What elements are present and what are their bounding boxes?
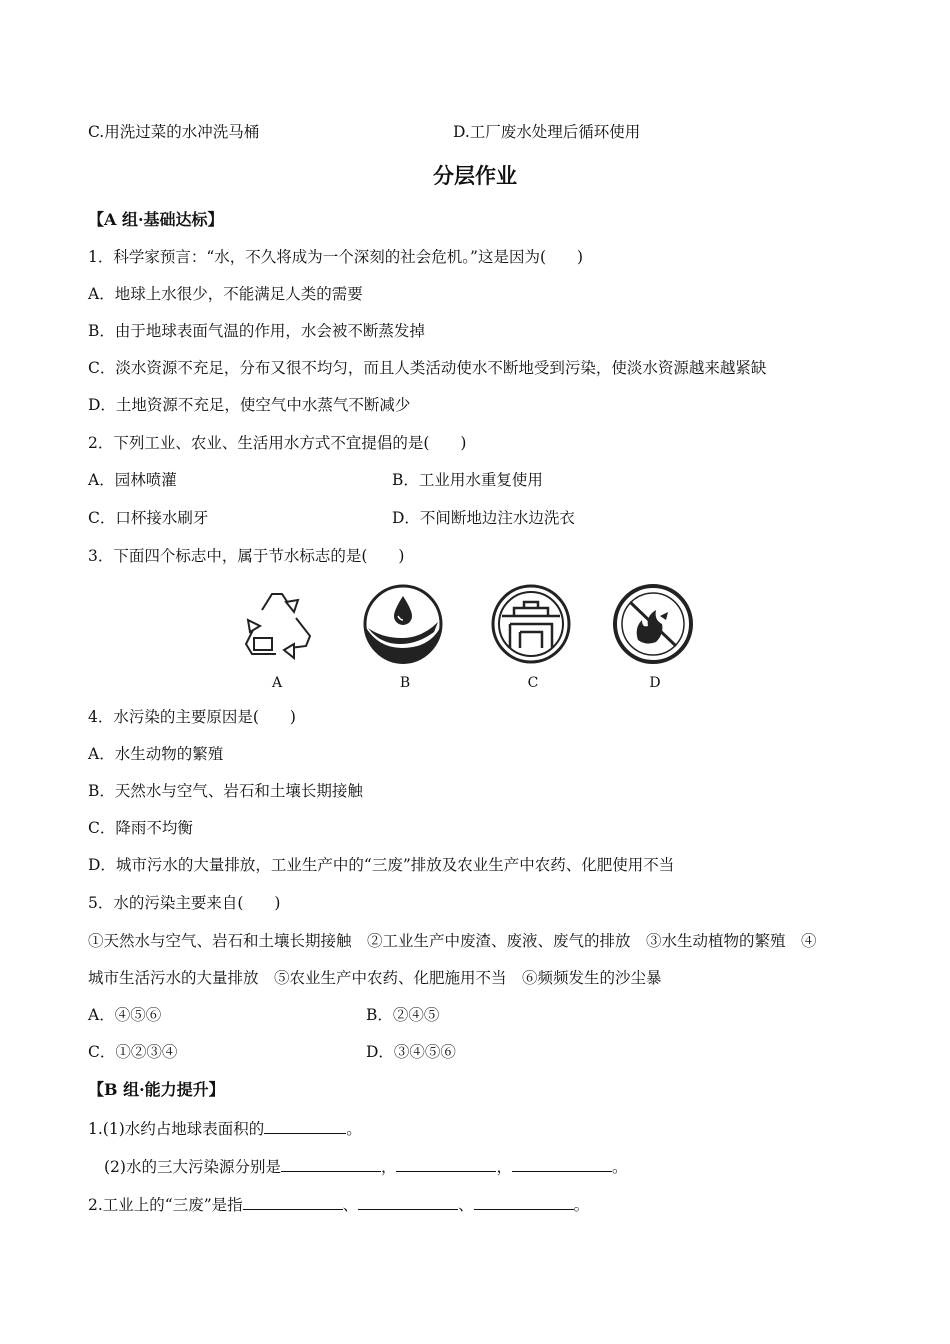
q4-option-b: B．天然水与空气、岩石和土壤长期接触: [88, 782, 363, 800]
b-q2: [88, 1194, 589, 1215]
water-saving-logo-icon: [360, 582, 450, 672]
q1-option-a: A．地球上水很少，不能满足人类的需要: [88, 285, 363, 303]
q5-items-line1: ①天然水与空气、岩石和土壤长期接触 ②工业生产中废渣、废液、废气的排放 ③水生动植物的繁殖 ④: [88, 932, 817, 950]
q1-option-c: C．淡水资源不充足，分布又很不均匀，而且人类活动使水不断地受到污染，使淡水资源越来越紧缺: [88, 359, 767, 377]
q5-option-b: B．②④⑤: [366, 1006, 440, 1024]
q2-option-a: A．园林喷灌: [88, 471, 177, 489]
q2-stem: 2．下列工业、农业、生活用水方式不宜提倡的是( ): [88, 434, 467, 452]
building-logo-icon: [488, 582, 578, 672]
b-q2-sep1: 、: [342, 1196, 359, 1214]
recycle-logo-icon: [232, 582, 322, 672]
q2-option-d: D．不间断地边注水边洗衣: [392, 509, 575, 527]
b-q1-2-blank-1[interactable]: [281, 1156, 381, 1172]
page-title: 分层作业: [433, 163, 517, 188]
q1-option-d: D．土地资源不充足，使空气中水蒸气不断减少: [88, 396, 411, 414]
b-q1-2-blank-2[interactable]: [396, 1156, 496, 1172]
b-q1-1: [88, 1118, 362, 1139]
logo-c-label: C: [527, 675, 539, 691]
logo-b-label: B: [399, 675, 411, 691]
q5-stem: 5．水的污染主要来自( ): [88, 894, 281, 912]
b-q1-2-blank-3[interactable]: [512, 1156, 612, 1172]
no-fire-logo-icon: [610, 582, 700, 672]
q4-option-d: D．城市污水的大量排放，工业生产中的“三废”排放及农业生产中农药、化肥使用不当: [88, 856, 675, 874]
b-q1-1-blank[interactable]: [264, 1118, 346, 1134]
logo-c: [488, 582, 578, 694]
logo-d-label: D: [649, 675, 661, 691]
q4-option-a: A．水生动物的繁殖: [88, 745, 224, 763]
q2-option-b: B．工业用水重复使用: [392, 471, 543, 489]
logo-a: [232, 582, 322, 694]
b-q2-blank-1[interactable]: [243, 1194, 343, 1210]
b-q2-prefix: 2.工业上的“三废”是指: [88, 1196, 243, 1214]
b-q1-2-suffix: 。: [612, 1158, 628, 1176]
option-d-prev: D.工厂废水处理后循环使用: [453, 123, 641, 141]
logo-d: [610, 582, 700, 694]
b-q1-2-prefix: (2)水的三大污染源分别是: [104, 1158, 281, 1176]
group-a-header: 【A 组·基础达标】: [88, 210, 224, 229]
logo-b: [360, 582, 450, 694]
logo-a-label: A: [271, 675, 283, 691]
b-q1-2: [104, 1156, 628, 1177]
q4-option-c: C．降雨不均衡: [88, 819, 193, 837]
b-q2-suffix: 。: [573, 1196, 590, 1214]
b-q1-1-suffix: 。: [346, 1120, 362, 1138]
q5-items-line2: 城市生活污水的大量排放 ⑤农业生产中农药、化肥施用不当 ⑥频频发生的沙尘暴: [88, 969, 662, 987]
q2-option-c: C．口杯接水刷牙: [88, 509, 209, 527]
q3-stem: 3．下面四个标志中，属于节水标志的是( ): [88, 547, 405, 565]
q3-logos: [232, 582, 702, 694]
b-q2-blank-3[interactable]: [474, 1194, 574, 1210]
b-q1-2-sep2: ，: [496, 1158, 512, 1176]
b-q2-blank-2[interactable]: [358, 1194, 458, 1210]
q5-option-a: A．④⑤⑥: [88, 1006, 162, 1024]
option-c-prev: C.用洗过菜的水冲洗马桶: [88, 123, 260, 141]
q4-stem: 4．水污染的主要原因是( ): [88, 708, 296, 726]
q1-stem: 1．科学家预言：“水，不久将成为一个深刻的社会危机。”这是因为( ): [88, 248, 584, 266]
b-q1-2-sep1: ，: [380, 1158, 397, 1176]
group-b-header: 【B 组·能力提升】: [88, 1080, 225, 1099]
q1-option-b: B．由于地球表面气温的作用，水会被不断蒸发掉: [88, 322, 425, 340]
q5-option-c: C．①②③④: [88, 1043, 178, 1061]
b-q2-sep2: 、: [458, 1196, 474, 1214]
q5-option-d: D．③④⑤⑥: [366, 1043, 456, 1061]
b-q1-1-prefix: 1.(1)水约占地球表面积的: [88, 1120, 265, 1138]
